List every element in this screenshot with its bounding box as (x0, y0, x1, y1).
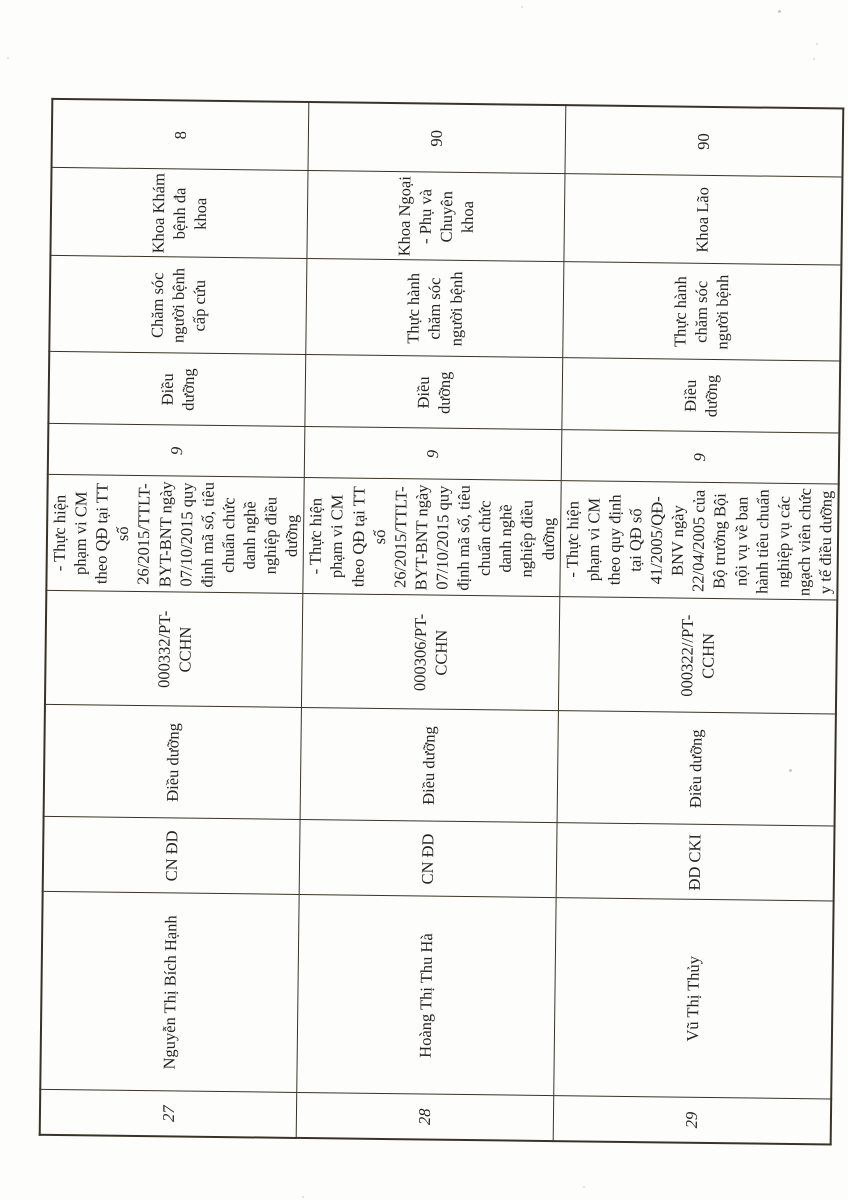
cell-department: Khoa Ngoại - Phụ và Chuyên khoa (307, 171, 564, 262)
cell-degree: CN ĐD (299, 820, 556, 898)
rotate-wrapper (39, 99, 836, 1144)
cell-count: 8 (52, 99, 310, 171)
cell-stt: 29 (553, 1096, 831, 1144)
cell-count: 90 (565, 105, 844, 177)
cell-license: 000332/PT-CCHN (45, 591, 303, 708)
cell-task: Chăm sóc người bệnh cấp cứu (49, 256, 307, 355)
cell-license: 000306/PT-CCHN (302, 594, 560, 711)
cell-scope: - Thực hiện phạm vi CM theo QĐ tại TT số 26/2015/TTLT-BYT-BNT ngày 07/10/2015 quy định mã số, tiêu chuẩn chức danh nghề nghiệp điều dưỡng (46, 475, 304, 594)
cell-license: 000322//PT-CCHN (558, 597, 837, 714)
scan-speck (789, 769, 792, 772)
scan-speck (7, 57, 9, 59)
cell-degree: ĐD CKI (556, 823, 835, 901)
rotated-table-region (39, 99, 836, 1144)
cell-duration: 9 (561, 430, 840, 484)
cell-duration: 9 (305, 427, 562, 481)
personnel-table (39, 98, 845, 1146)
cell-stt: 28 (296, 1093, 553, 1141)
cell-task: Thực hành chăm sóc người bệnh (562, 262, 841, 361)
cell-role: Điều dưỡng (305, 355, 562, 430)
cell-role: Điều dưỡng (561, 358, 840, 433)
table-row (553, 105, 844, 1144)
cell-stt: 27 (40, 1090, 297, 1138)
scan-speck (778, 10, 781, 13)
cell-task: Thực hành chăm sóc người bệnh (306, 259, 563, 358)
cell-title: Điều dưỡng (300, 708, 558, 823)
cell-name: Hoàng Thị Thu Hà (297, 895, 556, 1096)
scan-speck (521, 6, 523, 8)
table-row (296, 102, 565, 1141)
cell-scope: - Thực hiện phạm vi CM theo quy định tại QĐ số 41/2005/QĐ-BNV ngày 22/04/2005 của Bộ trưởng Bội nội vụ về ban hành tiêu chuẩn nghiệp vụ các ngạch viên chức y tế điều dưỡng (559, 481, 838, 600)
cell-duration: 9 (48, 424, 305, 478)
cell-title: Điều dưỡng (557, 711, 836, 826)
cell-count: 90 (308, 102, 565, 174)
scan-speck (816, 43, 818, 45)
scan-speck (302, 1196, 304, 1198)
cell-degree: CN ĐD (43, 817, 301, 895)
cell-department: Khoa Lão (564, 174, 843, 265)
cell-scope: - Thực hiện phạm vi CM theo QĐ tại TT số 26/2015/TTLT-BYT-BNT ngày 07/10/2015 quy định mã số, tiêu chuẩn chức danh nghề nghiệp điều dưỡng (303, 478, 561, 597)
cell-name: Nguyễn Thị Bích Hạnh (40, 892, 299, 1093)
cell-title: Điều dưỡng (44, 705, 302, 820)
cell-department: Khoa Khám bệnh đa khoa (50, 168, 308, 259)
cell-name: Vũ Thị Thủy (553, 898, 833, 1099)
table-row (40, 99, 309, 1138)
scan-speck (813, 58, 815, 60)
cell-role: Điều dưỡng (48, 352, 306, 427)
scan-speck (583, 1186, 585, 1188)
